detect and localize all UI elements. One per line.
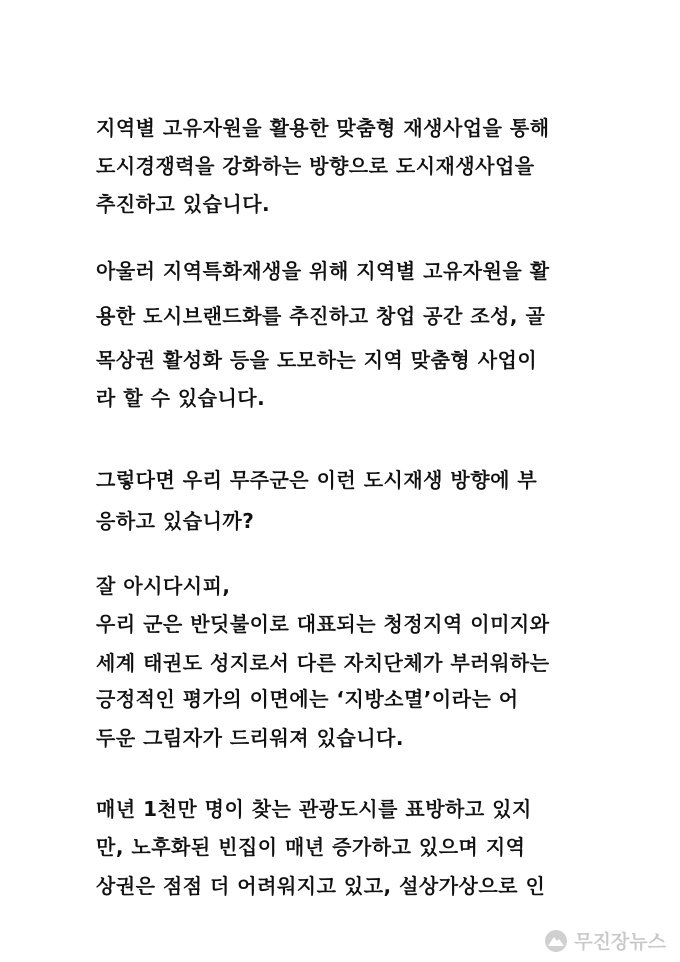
paragraph-4-line-1: 잘 아시다시피, (96, 574, 231, 598)
paragraph-5-line-2: 만, 노후화된 빈집이 매년 증가하고 있으며 지역 (96, 835, 526, 859)
paragraph-4-line-3: 세계 태권도 성지로서 다른 자치단체가 부러워하는 (96, 651, 550, 675)
paragraph-2-line-4: 라 할 수 있습니다. (96, 386, 266, 410)
paragraph-2-line-1: 아울러 지역특화재생을 위해 지역별 고유자원을 활 (96, 259, 550, 283)
paragraph-4-line-4: 긍정적인 평가의 이면에는 ‘지방소멸’이라는 어 (96, 687, 519, 711)
paragraph-4-line-5: 두운 그림자가 드리워져 있습니다. (96, 726, 404, 750)
paragraph-2-line-2: 용한 도시브랜드화를 추진하고 창업 공간 조성, 골 (96, 304, 546, 328)
paragraph-1-line-1: 지역별 고유자원을 활용한 맞춤형 재생사업을 통해 (96, 116, 550, 140)
paragraph-5-line-3: 상권은 점점 더 어려워지고 있고, 설상가상으로 인 (96, 874, 546, 898)
paragraph-3-line-1: 그렇다면 우리 무주군은 이런 도시재생 방향에 부 (96, 468, 538, 492)
paragraph-1-line-2: 도시경쟁력을 강화하는 방향으로 도시재생사업을 (96, 154, 535, 178)
paragraph-1-line-3: 추진하고 있습니다. (96, 192, 271, 216)
paragraph-5-line-1: 매년 1천만 명이 찾는 관광도시를 표방하고 있지 (96, 797, 532, 821)
mountain-logo-icon (544, 929, 568, 953)
paragraph-4-line-2: 우리 군은 반딧불이로 대표되는 청정지역 이미지와 (96, 612, 550, 636)
paragraph-3-line-2: 응하고 있습니까? (96, 509, 255, 533)
watermark (544, 927, 666, 954)
watermark-text: 무진장뉴스 (574, 931, 666, 953)
paragraph-2-line-3: 목상권 활성화 등을 도모하는 지역 맞춤형 사업이 (96, 348, 538, 372)
